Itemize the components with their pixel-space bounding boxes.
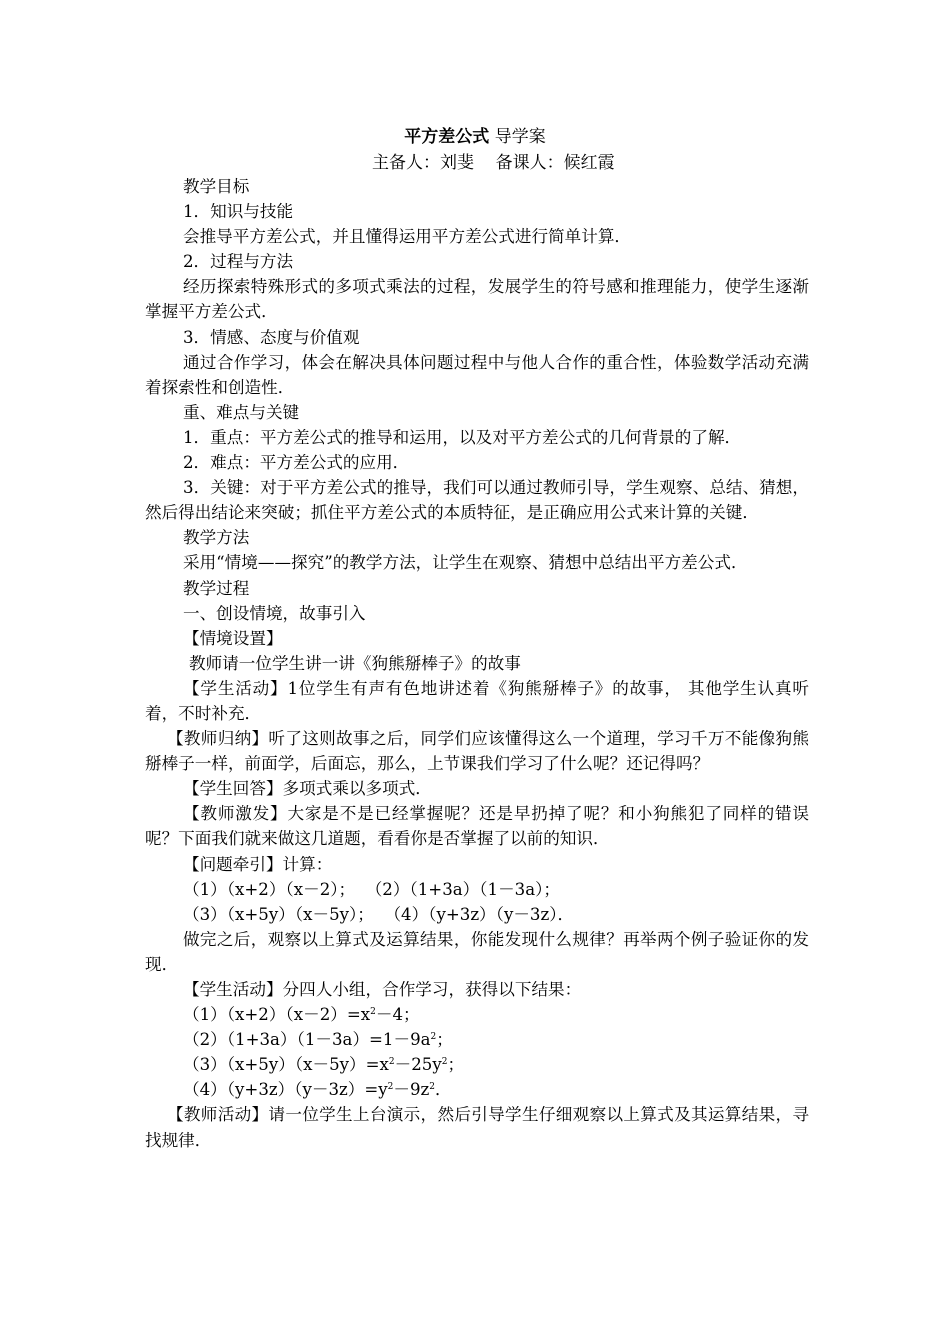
teacher-activity: 【教师活动】请一位学生上台演示，然后引导学生仔细观察以上算式及其运算结果，寻找规律． [145,1105,809,1150]
key-point-2: 2．难点：平方差公式的应用． [183,453,410,473]
heading-teaching-process: 教学过程 [183,578,250,598]
result-4-mid: －9z [393,1080,430,1100]
document-title [0,124,950,150]
student-answer: 【学生回答】多项式乘以多项式． [183,779,432,799]
heading-key-points: 重、难点与关键 [183,402,300,422]
result-4 [145,1077,809,1102]
result-1-lhs: （1）（x+2）（x－2）=x [183,1005,371,1025]
problem-prompt: 【问题牵引】计算： [183,854,333,874]
result-2 [145,1027,809,1052]
title-rest: 导学案 [489,127,546,147]
result-3-lhs: （3）（x+5y）（x－5y）=x [183,1055,389,1075]
result-1-rhs: －4； [375,1005,420,1025]
exponent: 2 [387,1082,394,1093]
student-activity-1: 【学生活动】1位学生有声有色地讲述着《狗熊掰棒子》的故事， 其他学生认真听着，不时补充． [145,678,809,723]
goal-3-heading: 3．情感、态度与价值观 [183,327,360,347]
observation-prompt: 做完之后，观察以上算式及运算结果，你能发现什么规律？再举两个例子验证你的发现． [145,929,809,974]
document-body [145,174,809,1153]
exponent: 2 [429,1082,436,1093]
result-3 [145,1052,809,1077]
teaching-method-text: 采用“情境——探究”的教学方法，让学生在观察、猜想中总结出平方差公式． [183,553,748,573]
student-activity-2: 【学生活动】分四人小组，合作学习，获得以下结果： [183,980,582,999]
title-bold: 平方差公式 [404,127,490,147]
situation-setup-text: 教师请一位学生讲一讲《狗熊掰棒子》的故事 [189,653,521,673]
result-2-rhs: ； [436,1030,453,1050]
preparers-line: 主备人：刘斐 备课人：候红霞 [372,153,615,173]
goal-1-text: 会推导平方差公式，并且懂得运用平方差公式进行简单计算． [183,227,632,247]
exponent: 2 [430,1032,437,1043]
key-point-3: 3．关键：对于平方差公式的推导，我们可以通过教师引导，学生观察、总结、猜想，然后得出结论来突破；抓住平方差公式的本质特征，是正确应用公式来计算的关键． [145,478,809,523]
result-3-rhs: ； [447,1055,465,1075]
goal-2-text: 经历探索特殊形式的多项式乘法的过程，发展学生的符号感和推理能力，使学生逐渐掌握平方差公式． [145,277,809,322]
heading-teaching-goals: 教学目标 [183,177,250,196]
result-3-mid: －25y [394,1055,442,1075]
teacher-motivation: 【教师激发】大家是不是已经掌握呢？还是早扔掉了呢？和小狗熊犯了同样的错误呢？下面我们就来做这几道题，看看你是否掌握了以前的知识． [145,804,809,849]
goal-3-text: 通过合作学习，体会在解决具体问题过程中与他人合作的重合性，体验数学活动充满着探索性和创造性． [145,352,809,397]
exponent: 2 [441,1057,448,1068]
result-1 [145,1002,809,1027]
key-point-1: 1．重点：平方差公式的推导和运用，以及对平方差公式的几何背景的了解． [183,427,742,447]
exponent: 2 [388,1057,395,1068]
goal-1-heading: 1．知识与技能 [183,202,294,222]
section-1-heading: 一、创设情境，故事引入 [183,603,366,623]
result-4-lhs: （4）（y+3z）（y－3z）=y [183,1080,388,1100]
situation-setup-label: 【情境设置】 [183,628,283,648]
exercise-row-2: （3）（x+5y）（x－5y）； （4）（y+3z）（y－3z）． [183,904,575,924]
result-4-rhs: ． [435,1080,452,1100]
heading-teaching-method: 教学方法 [183,528,250,548]
goal-2-heading: 2．过程与方法 [183,252,294,272]
teacher-summary: 【教师归纳】听了这则故事之后，同学们应该懂得这么一个道理，学习千万不能像狗熊掰棒子一样，前面学，后面忘，那么，上节课我们学习了什么呢？还记得吗？ [145,729,809,774]
exercise-row-1: （1）（x+2）（x－2）； （2）（1+3a）（1－3a）； [183,879,561,899]
exponent: 2 [370,1007,376,1018]
result-2-lhs: （2）（1+3a）（1－3a）=1－9a [183,1030,431,1050]
